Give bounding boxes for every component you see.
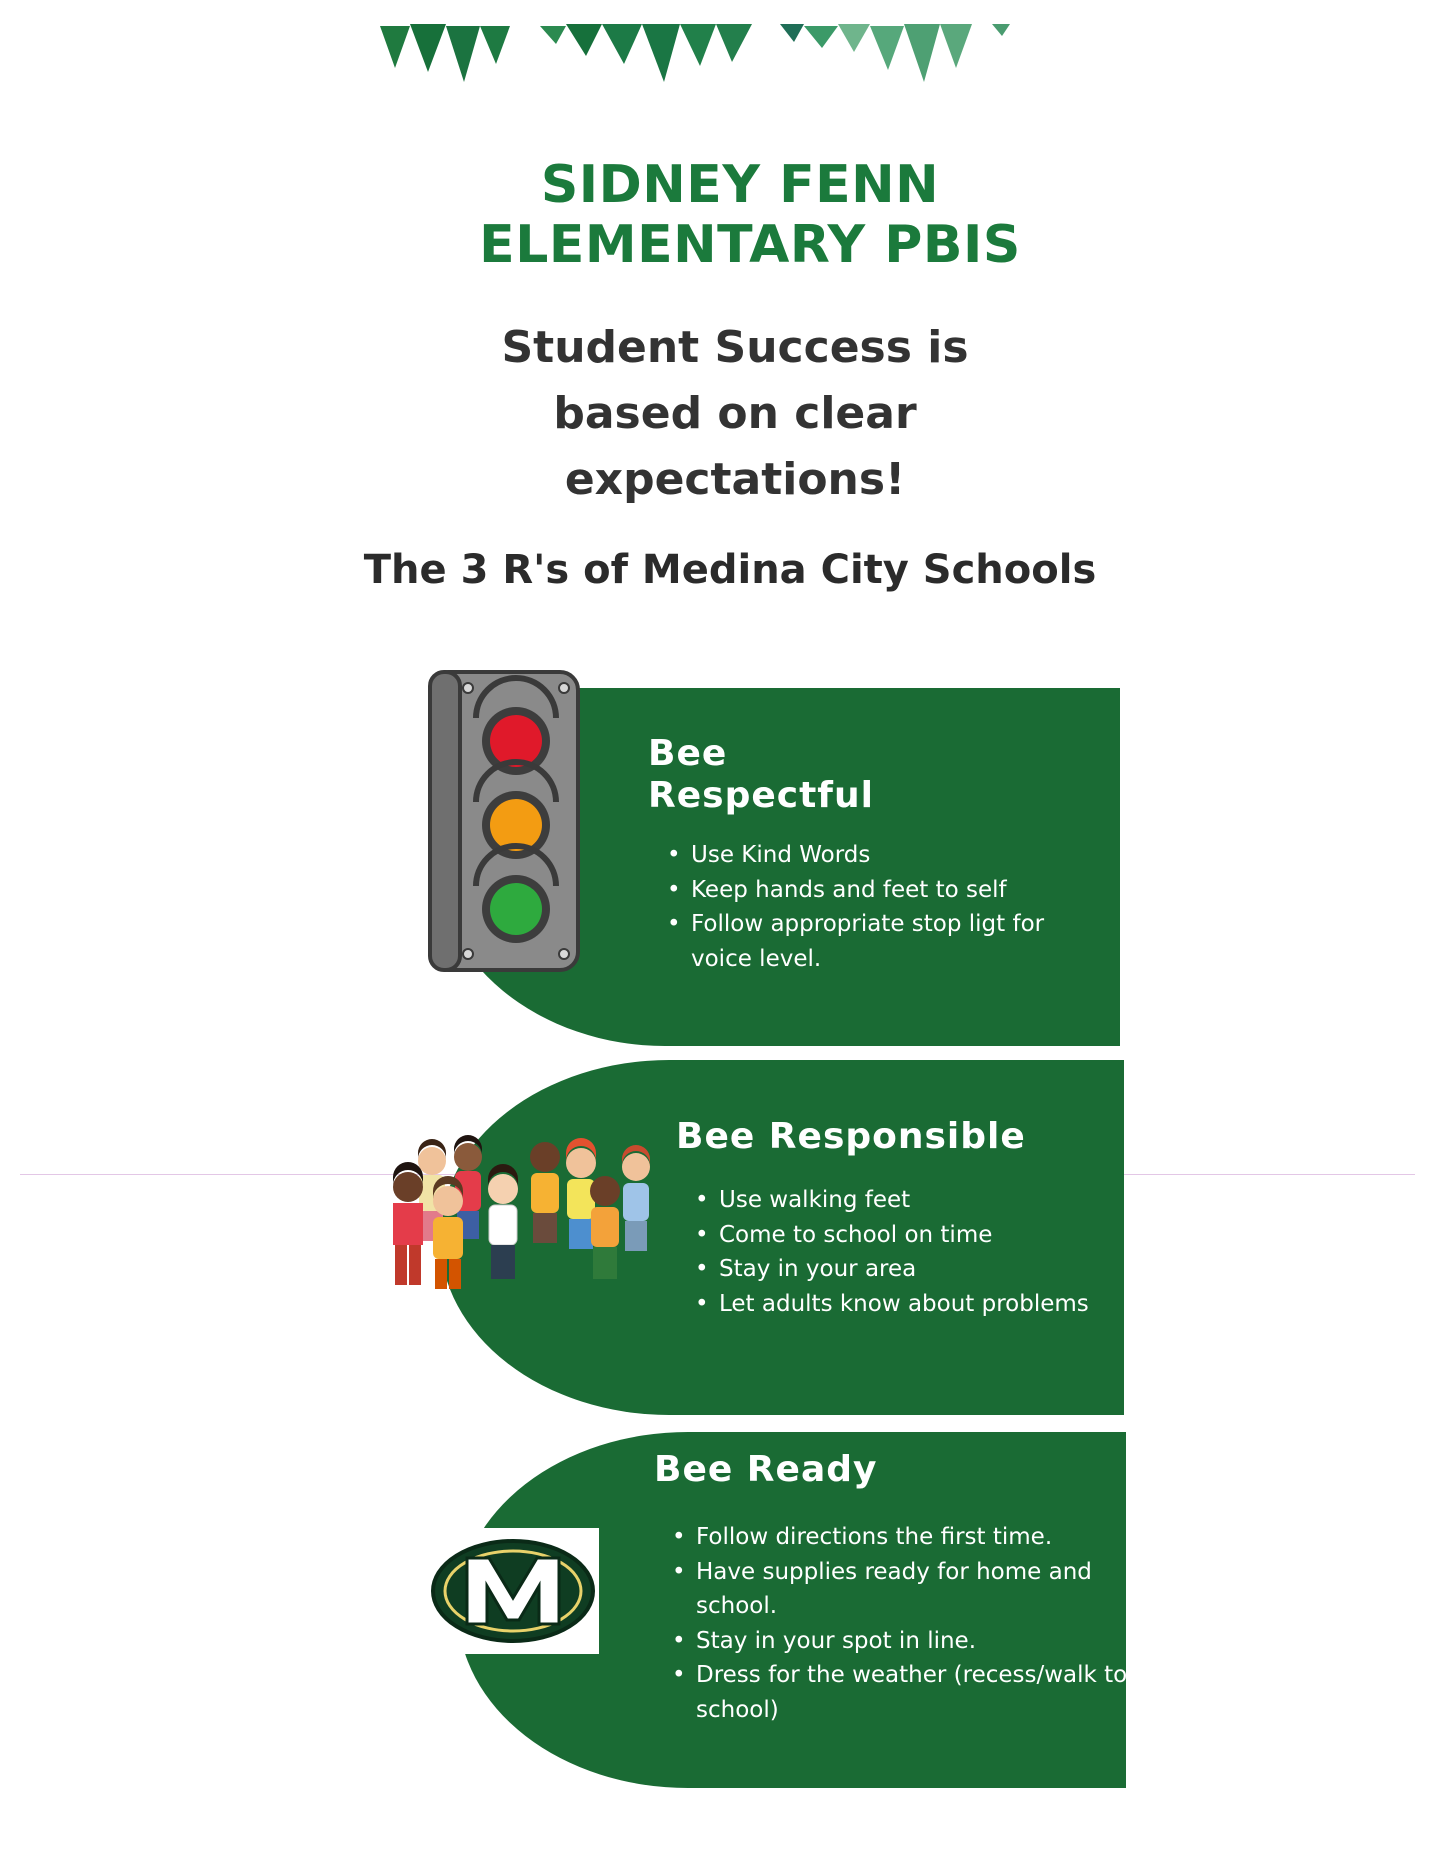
list-item: • Use walking feet (719, 1183, 1139, 1218)
tagline-line-2: based on clear (553, 388, 917, 439)
list-item: • Dress for the weather (recess/walk to school) (696, 1658, 1136, 1727)
child-figure (622, 1145, 650, 1251)
list-item: • Follow appropriate stop ligt for voice level. (691, 907, 1091, 976)
section-respectful-title-line-2: Respectful (648, 775, 874, 816)
bunting-flags (380, 24, 1010, 82)
page-title-line-2: ELEMENTARY PBIS (479, 215, 1021, 275)
child-figure (488, 1164, 518, 1279)
list-item: • Have supplies ready for home and school. (696, 1555, 1136, 1624)
list-item: • Come to school on time (719, 1218, 1139, 1253)
list-item: • Stay in your spot in line. (696, 1624, 1136, 1659)
section-respectful-title (648, 733, 948, 817)
section-ready-list (670, 1520, 1136, 1727)
children-group-illustration (385, 1135, 660, 1295)
section-ready-title: Bee Ready (654, 1449, 878, 1490)
bunting-banner (380, 20, 1120, 90)
medina-m-logo (427, 1528, 599, 1654)
child-figure (530, 1142, 560, 1243)
tagline-line-3: expectations! (564, 454, 906, 505)
section-responsible-title: Bee Responsible (676, 1116, 1026, 1157)
section-respectful-title-line-1: Bee (648, 733, 728, 774)
section-responsible-list (693, 1183, 1139, 1321)
page-title (0, 155, 1440, 275)
child-figure (433, 1176, 463, 1289)
tagline (0, 315, 1440, 513)
traffic-light-icon (428, 670, 580, 972)
child-figure (393, 1162, 423, 1285)
tagline-line-1: Student Success is (501, 322, 969, 373)
subheading: The 3 R's of Medina City Schools (363, 547, 1097, 593)
section-respectful-list (665, 838, 1091, 976)
list-item: • Let adults know about problems (719, 1287, 1139, 1322)
list-item: • Follow directions the first time. (696, 1520, 1136, 1555)
page-title-line-1: SIDNEY FENN (540, 155, 940, 215)
child-figure (590, 1176, 620, 1279)
list-item: • Keep hands and feet to self (691, 873, 1091, 908)
list-item: • Use Kind Words (691, 838, 1091, 873)
list-item: • Stay in your area (719, 1252, 1139, 1287)
